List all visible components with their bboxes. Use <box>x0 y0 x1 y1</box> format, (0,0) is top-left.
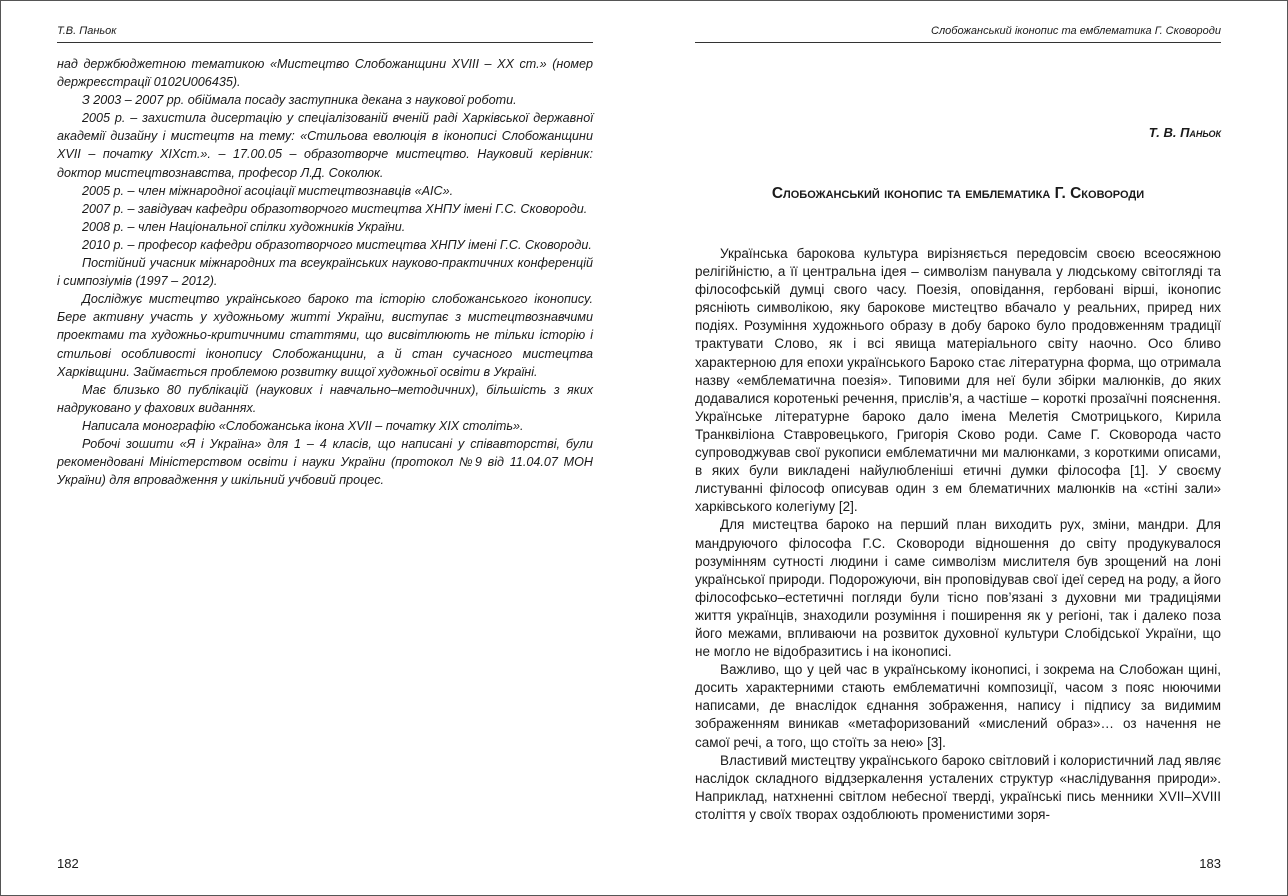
paragraph: Написала монографію «Слобожанська ікона XVII – початку XIX століть». <box>82 418 524 433</box>
left-page <box>57 0 593 896</box>
paragraph: Властивий мистецтву українського бароко світловий і колористичний лад являє наслідок складного віддзеркалення усталених структур «наслідування природи». Наприклад, натхненні світлом небесної тверді, українські пись менники XVII–XVIII століття у своїх творах оздоблюють променистими зоря- <box>695 752 1221 822</box>
paragraph: Робочі зошити «Я і Україна» для 1 – 4 класів, що написані у співавторстві, були рекомендовані Міністерством освіти і науки України (протокол №9 від 11.04.07 МОН України) для впровадження у шкільний учбовий процес. <box>57 436 593 488</box>
paragraph: Постійний учасник міжнародних та всеукраїнських науково-практичних конференцій і симпозіумів (1997 – 2012). <box>57 256 593 289</box>
paragraph: З 2003 – 2007 рр. обіймала посаду заступника декана з наукової роботи. <box>82 93 517 108</box>
page-number-right: 183 <box>1199 856 1221 871</box>
right-page <box>695 0 1221 896</box>
paragraph: Важливо, що у цей час в українському іконописі, і зокрема на Слобожан щині, досить характерними стають емблематичні композиції, часом з пояс нюючими написами, де внаслідок єднання зображення, напису і підпису за видимим зображенням виникав «метафоризований «мислений образ»… оз начення не самої речі, а того, що стоїть за нею» [3]. <box>695 662 1221 750</box>
paragraph: Для мистецтва бароко на перший план виходить рух, зміни, мандри. Для мандруючого філософа Г.С. Сковороди відношення до світу продукувалося розумінням сутності людини і саме символізм мислителя був зрощений на лоні української природи. Подорожуючи, він проповідував свої ідеї серед на роду, а його філософсько–естетичні погляди були тісно пов’язані з духовни ми традиціями життя українців, знаходили розуміння і поширення як у регіоні, так і далеко поза його межами, впливаючи на розвиток духовної культури Слобідської України, що не могло не відобразитись і на іконописі. <box>695 517 1221 660</box>
paragraph: над держбюджетною тематикою «Мистецтво Слобожанщини XVIII – XX ст.» (номер держреєстрації 0102U006435). <box>57 57 593 90</box>
paragraph: 2008 р. – член Національної спілки художників України. <box>82 219 406 234</box>
author-name: Т. В. Паньок <box>1148 125 1221 140</box>
article-title: Слобожанський іконопис та емблематика Г. Сковороди <box>771 185 1145 202</box>
article-author <box>1149 125 1221 140</box>
paragraph: Має близько 80 публікацій (наукових і навчально–методичних), більшість з яких надруковано у фахових виданнях. <box>57 382 593 415</box>
paragraph: Досліджує мистецтво українського бароко та історію слобожанського іконопису. Бере активну участь у художньому житті України, виступає з мистецтвознавчими проектами та художньо-критичними статтями, що висвітлюють не тільки історію і стильові особливості іконопису Слобожанщини, а й стан сучасного мистецтва Харківщини. Займається проблемою розвитку вищої художньої освіти в Україні. <box>57 292 593 379</box>
right-body-text <box>695 245 1221 824</box>
running-header-right: Слобожанський іконопис та емблематика Г. Сковороди <box>695 24 1221 43</box>
running-header-left: Т.В. Паньок <box>57 24 593 43</box>
paragraph: 2010 р. – професор кафедри образотворчого мистецтва ХНПУ імені Г.С. Сковороди. <box>82 237 592 252</box>
paragraph: 2007 р. – завідувач кафедри образотворчого мистецтва ХНПУ імені Г.С. Сковороди. <box>82 201 588 216</box>
page-number-left: 182 <box>57 856 79 871</box>
paragraph: 2005 р. – член міжнародної асоціації мистецтвознавців «АІС». <box>82 183 454 198</box>
left-body-text <box>57 55 593 489</box>
paragraph: 2005 р. – захистила дисертацію у спеціалізованій вченій раді Харківської державної академії дизайну і мистецтв на тему: «Стильова еволюція в іконописі Слобожанщини XVII – початку XIXст.». – 17.00.05 – образотворче мистецтво. Науковий керівник: доктор мистецтвознавства, професор Л.Д. Соколюк. <box>57 111 593 180</box>
paragraph: Українська барокова культура вирізняється передовсім своєю всеосяжною релігійністю, а її центральна ідея – символізм панувала у людському світогляді та філософській думці свого часу. Поезія, оповідання, гербовані вірші, іконопис рясніють символікою, яку барокове мистецтво вбачало у реальних, приред них подіях. Розуміння художнього образу в добу бароко було продовженням традиції трактувати Слово, як і всі явища матеріального світу наочно. Осо бливо характерною для епохи українського Бароко стає літературна форма, що отримала назву «емблематична поезія». Типовими для неї були збірки малюнків, до яких додавалися коротенькі речення, прислів’я, а частіше – короткі прозаїчні пояснення. Українське літературне бароко дало імена Мелетія Смотрицького, Кирила Транквіліона Ставровецького, Григорія Сково роди. Саме Г. Сковорода часто супроводжував свої рукописи емблематични ми малюнками, з короткими описами, в яких були викладені найулюбленіші етичні думки філософа [1]. У своєму листуванні філософ описував один з ем блематичних малюнків на «стіні зали» харківського колегіуму [2]. <box>695 246 1221 515</box>
